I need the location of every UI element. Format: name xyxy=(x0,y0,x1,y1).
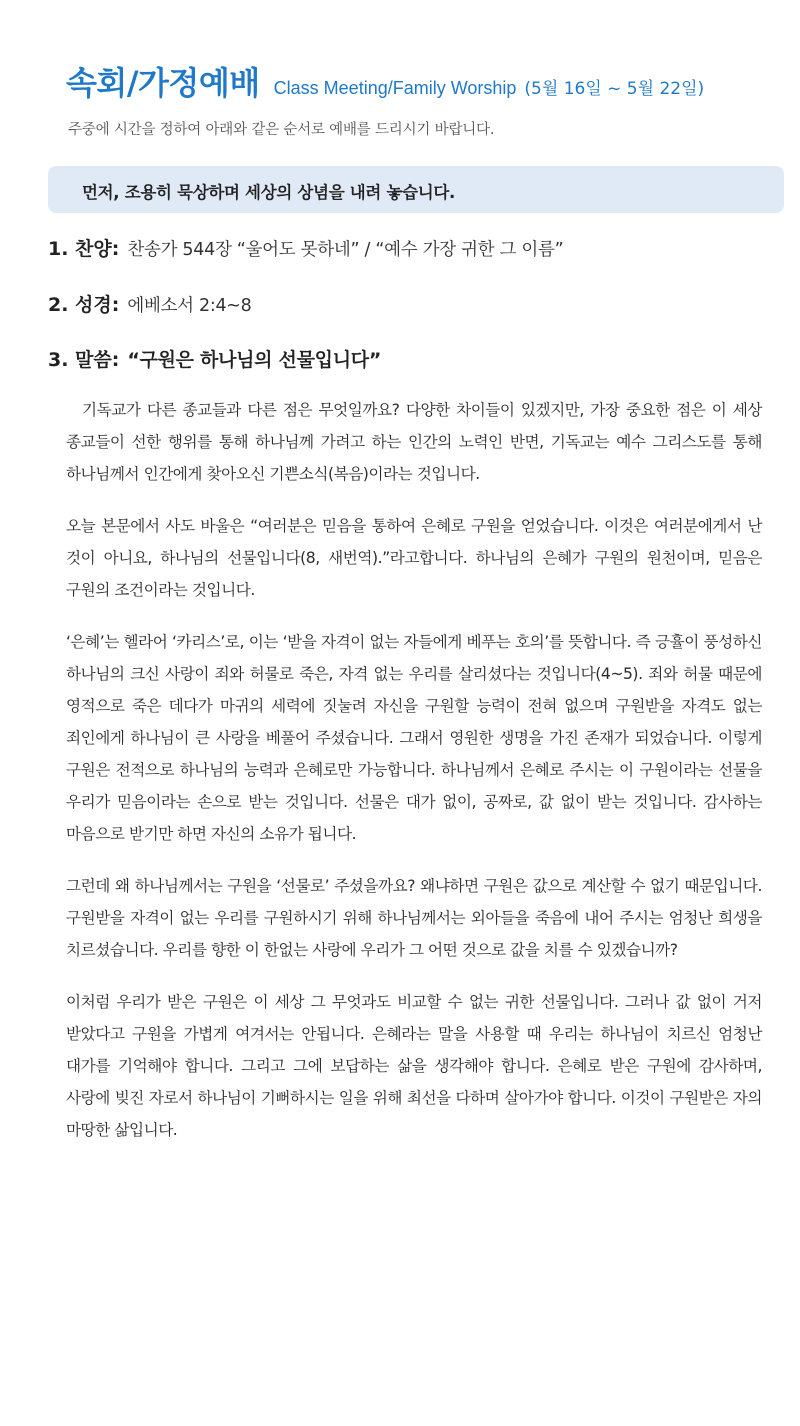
page-subtitle: 주중에 시간을 정하여 아래와 같은 순서로 예배를 드리시기 바랍니다. xyxy=(68,122,495,138)
sermon-paragraph: 그런데 왜 하나님께서는 구원을 ‘선물로’ 주셨을까요? 왜냐하면 구원은 값으로 계산할 수 없기 때문입니다. 구원받을 자격이 없는 우리를 구원하시기 위해 하나님께서는 외아들을 죽음에 내어 주시는 엄청난 희생을 치르셨습니다. 우리를 향한 이 한없는 사랑에 우리가 그 어떤 것으로 값을 치를 수 있겠습니까? xyxy=(66,877,762,959)
sermon-paragraph: ‘은혜’는 헬라어 ‘카리스’로, 이는 ‘받을 자격이 없는 자들에게 베푸는 호의’를 뜻합니다. 즉 긍휼이 풍성하신 하나님의 크신 사랑이 죄와 허물로 죽은, 자격 없는 우리를 살리셨다는 것입니다(4~5). 죄와 허물 때문에 영적으로 죽은 데다가 마귀의 세력에 짓눌려 자신을 구원할 능력이 전혀 없으며 구원받을 자격도 없는 죄인에게 하나님이 큰 사랑을 베풀어 주셨습니다. 그래서 영원한 생명을 가진 존재가 되었습니다. 이렇게 구원은 전적으로 하나님의 능력과 은혜로만 가능합니다. 하나님께서 은혜로 주시는 이 구원이라는 선물을 우리가 믿음이라는 손으로 받는 것입니다. 선물은 대가 없이, 공짜로, 값 없이 받는 것입니다. 감사하는 마음으로 받기만 하면 자신의 소유가 됩니다. xyxy=(66,633,762,843)
order-item-label: 2. 성경: xyxy=(48,294,120,316)
sermon-title: “구원은 하나님의 선물입니다” xyxy=(127,349,382,371)
page-title-english: Class Meeting/Family Worship xyxy=(273,78,517,98)
page-title: 속회/가정예배 xyxy=(66,64,260,102)
sermon-paragraph: 이처럼 우리가 받은 구원은 이 세상 그 무엇과도 비교할 수 없는 귀한 선물입니다. 그러나 값 없이 거저 받았다고 구원을 가볍게 여겨서는 안됩니다. 은혜라는 말을 사용할 때 우리는 하나님이 치르신 엄청난 대가를 기억해야 합니다. 그리고 그에 보답하는 삶을 생각해야 합니다. 은혜로 받은 구원에 감사하며, 사랑에 빚진 자로서 하나님이 기뻐하시는 일을 위해 최선을 다하며 살아가야 합니다. 이것이 구원받은 자의 마땅한 삶입니다. xyxy=(66,993,762,1139)
order-item-label: 1. 찬양: xyxy=(48,238,120,260)
order-item-sermon xyxy=(48,345,381,372)
sermon-body xyxy=(66,394,762,1166)
sermon-paragraph: 기독교가 다른 종교들과 다른 점은 무엇일까요? 다양한 차이들이 있겠지만, 가장 중요한 점은 이 세상 종교들이 선한 행위를 통해 하나님께 가려고 하는 인간의 노력인 반면, 기독교는 예수 그리스도를 통해 하나님께서 인간에게 찾아오신 기쁜소식(복음)이라는 것입니다. xyxy=(66,401,762,483)
date-range: (5월 16일 ~ 5월 22일) xyxy=(524,79,705,99)
order-item-hymn xyxy=(48,234,563,261)
order-item-value: 에베소서 2:4~8 xyxy=(127,296,252,316)
page-header xyxy=(66,58,786,104)
meditation-banner xyxy=(48,166,784,213)
meditation-banner-text: 먼저, 조용히 묵상하며 세상의 상념을 내려 놓습니다. xyxy=(82,183,456,202)
order-item-value: 찬송가 544장 “울어도 못하네” / “예수 가장 귀한 그 이름” xyxy=(127,240,564,260)
order-item-label: 3. 말씀: xyxy=(48,349,120,371)
sermon-paragraph: 오늘 본문에서 사도 바울은 “여러분은 믿음을 통하여 은혜로 구원을 얻었습니다. 이것은 여러분에게서 난 것이 아니요, 하나님의 선물입니다(8, 새번역).”라고합니다. 하나님의 은혜가 구원의 원천이며, 믿음은 구원의 조건이라는 것입니다. xyxy=(66,517,762,599)
order-item-scripture xyxy=(48,290,252,317)
